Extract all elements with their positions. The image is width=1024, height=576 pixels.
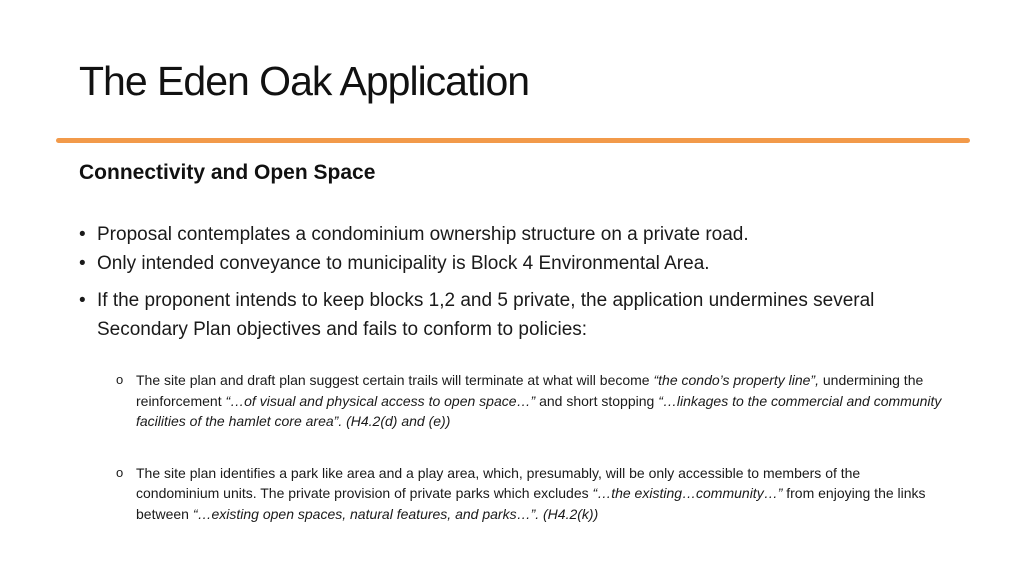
bullet-dot-icon: • [79,290,86,311]
sub-bullet-item: o The site plan identifies a park like area and a play area, which, presumably, will be only accessible to members of the condominium units. The private provision of private parks which excludes “…the existing…community…” from enjoying the links between “…existing open spaces, natural features, and parks…”. (H4.2(k)) [116,464,926,522]
bullet-dot-icon: • [79,253,86,274]
accent-divider [56,138,970,143]
section-heading: Connectivity and Open Space [79,161,376,184]
bullet-item: • Only intended conveyance to municipality is Block 4 Environmental Area. [79,249,939,278]
circle-bullet-icon: o [116,372,124,387]
slide-title: The Eden Oak Application [79,58,530,104]
bullet-list [79,220,939,344]
circle-bullet-icon: o [116,464,124,480]
sub-bullet-item: o The site plan and draft plan suggest certain trails will terminate at what will become “the condo’s property line”, undermining the reinforcement “…of visual and physical access to open space…” and short stopping “…linkages to the commercial and community facilities of the hamlet core area”. (H4.2(d) and (e)) [116,372,942,429]
bullet-dot-icon: • [79,224,86,245]
bullet-item: • If the proponent intends to keep blocks 1,2 and 5 private, the application undermines several Secondary Plan objectives and fails to conform to policies: [79,286,939,344]
bullet-item: • Proposal contemplates a condominium ownership structure on a private road. [79,220,939,249]
sub-bullet-list [116,370,946,524]
